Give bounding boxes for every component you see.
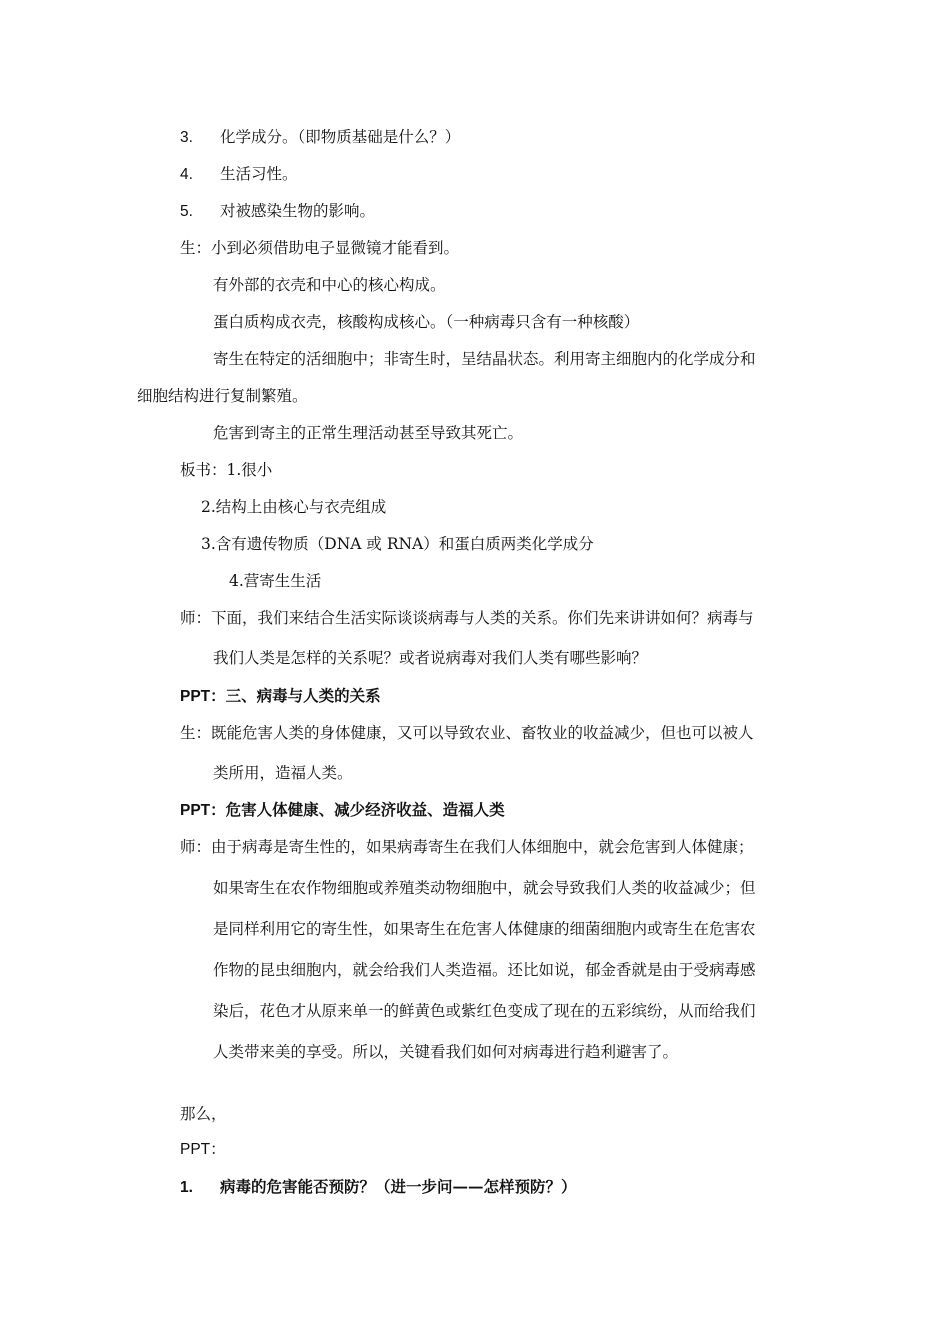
blackboard-item: 3.含有遗传物质（DNA 或 RNA）和蛋白质两类化学成分 [201,535,594,553]
student-answer-line: 危害到寄主的正常生理活动甚至导致其死亡。 [213,424,524,442]
student-answer-line: 有外部的衣壳和中心的核心构成。 [213,276,446,294]
list-item-4 [180,164,298,185]
ppt-label: PPT： [180,688,226,705]
teacher-explanation-line: 师：由于病毒是寄生性的，如果病毒寄生在我们人体细胞中，就会危害到人体健康； [180,838,754,856]
list-number: 5. [180,203,193,220]
ppt-label: PPT： [180,1141,226,1158]
list-item-3 [180,127,460,148]
list-text: 化学成分。（即物质基础是什么？） [220,128,461,146]
teacher-explanation-line: 如果寄生在农作物细胞或养殖类动物细胞中，就会导致我们人类的收益减少；但 [213,879,756,897]
numbered-question [180,1177,577,1198]
question-text: 病毒的危害能否预防？（进一步问——怎样预防？） [220,1177,577,1196]
student-answer-line: 寄生在特定的活细胞中；非寄生时，呈结晶状态。利用寄主细胞内的化学成分和 [213,350,756,368]
blackboard-item: 2.结构上由核心与衣壳组成 [201,498,387,516]
student-answer-line: 蛋白质构成衣壳，核酸构成核心。（一种病毒只含有一种核酸） [213,313,640,331]
blackboard-item: 4.营寄生生活 [229,572,322,590]
list-number: 1. [180,1179,193,1196]
student-answer-line: 生：小到必须借助电子显微镜才能看到。 [180,239,460,257]
student-answer-line: 生：既能危害人类的身体健康，又可以导致农业、畜牧业的收益减少，但也可以被人 [180,724,754,742]
teacher-explanation-line: 是同样利用它的寄生性，如果寄生在危害人体健康的细菌细胞内或寄生在危害农 [213,920,756,938]
student-answer-line: 类所用，造福人类。 [213,764,353,782]
list-number: 4. [180,166,193,183]
list-text: 对被感染生物的影响。 [220,202,376,220]
ppt-heading [180,686,381,707]
list-item-5 [180,201,375,222]
student-answer-line: 细胞结构进行复制繁殖。 [137,387,308,405]
teacher-question-line: 师：下面，我们来结合生活实际谈谈病毒与人类的关系。你们先来讲讲如何？病毒与 [180,609,754,627]
transition-text: 那么， [180,1105,227,1123]
teacher-explanation-line: 作物的昆虫细胞内，就会给我们人类造福。还比如说，郁金香就是由于受病毒感 [213,961,756,979]
list-text: 生活习性。 [220,165,298,183]
ppt-text: 三、病毒与人类的关系 [225,686,381,705]
teacher-question-line: 我们人类是怎样的关系呢？或者说病毒对我们人类有哪些影响？ [213,649,648,667]
ppt-label: PPT： [180,802,226,819]
ppt-text: 危害人体健康、减少经济收益、造福人类 [225,800,505,819]
blackboard-lead: 板书：1.很小 [180,461,273,479]
teacher-explanation-line: 人类带来美的享受。所以，关键看我们如何对病毒进行趋利避害了。 [213,1043,679,1061]
list-number: 3. [180,129,193,146]
teacher-explanation-line: 染后，花色才从原来单一的鲜黄色或紫红色变成了现在的五彩缤纷，从而给我们 [213,1002,756,1020]
ppt-heading [180,800,505,821]
